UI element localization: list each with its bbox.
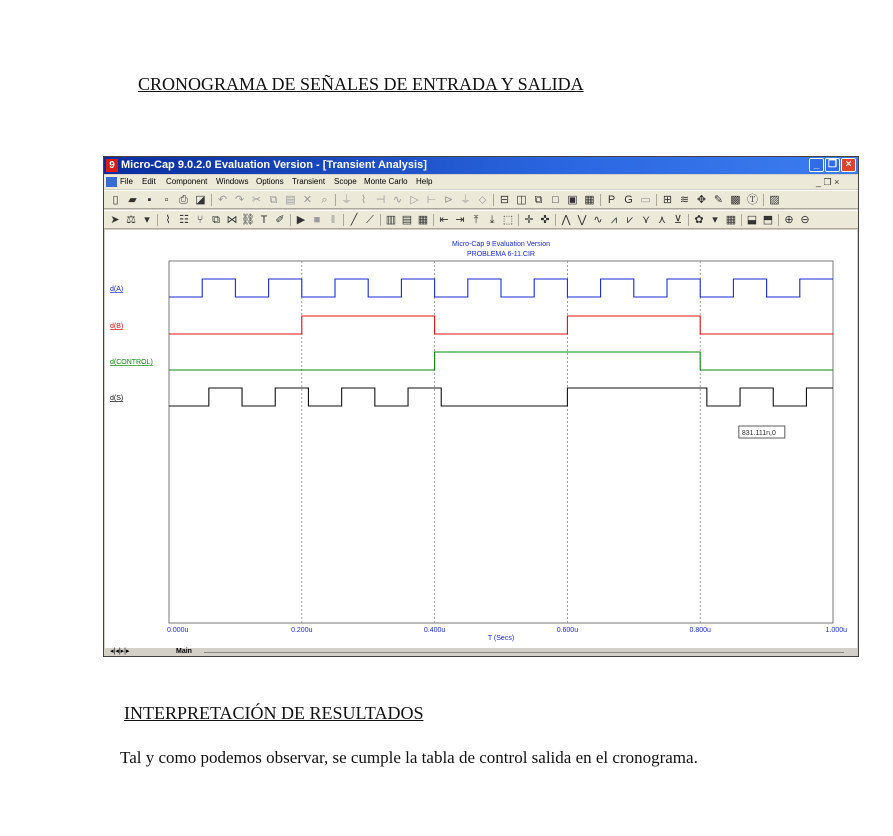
status-bar [104, 648, 858, 656]
label-b-icon[interactable]: ⬒ [762, 214, 774, 226]
cursor-readout-label: 831.111n,0 [741, 430, 776, 437]
minimize-button[interactable]: _ [809, 158, 824, 172]
document-icon[interactable] [106, 177, 117, 187]
diagonal-line-icon[interactable]: ⟋ [366, 214, 374, 226]
tab-main[interactable]: Main [176, 648, 192, 655]
section-heading: INTERPRETACIÓN DE RESULTADOS [124, 703, 424, 723]
menu-options[interactable]: Options [256, 177, 284, 186]
menu-windows[interactable]: Windows [216, 177, 249, 186]
slope-icon[interactable]: ⋀ [561, 214, 571, 226]
wave-d-icon[interactable]: ⋎ [641, 214, 651, 226]
dropdown2-icon[interactable]: ▾ [712, 214, 718, 226]
plot-frame [169, 261, 833, 623]
diode-icon[interactable]: ▷ [410, 194, 419, 206]
toolbar-separator [433, 214, 434, 226]
cursor-right-icon[interactable]: ⇥ [455, 214, 465, 226]
zoom-box-icon[interactable]: ⬚ [502, 214, 514, 226]
title-bar[interactable] [104, 157, 858, 174]
open-file-icon[interactable]: ▰ [128, 194, 137, 206]
cut-icon[interactable]: ✂ [251, 194, 262, 206]
blank-icon[interactable]: ▭ [640, 194, 651, 206]
cursor-left-icon[interactable]: ⇤ [439, 214, 449, 226]
wave-c-icon[interactable]: ⩗ [626, 214, 634, 226]
branch-icon[interactable]: ⑂ [196, 214, 204, 226]
image-icon[interactable]: ▨ [769, 194, 780, 206]
wave-edit-icon[interactable]: ⌇ [165, 214, 171, 226]
wave-icon[interactable]: ≋ [679, 194, 690, 206]
component-icon[interactable]: ⏚ [341, 194, 352, 206]
window-icon[interactable]: □ [552, 194, 559, 206]
scale-icon[interactable]: ⚖ [126, 214, 136, 226]
menu-edit[interactable]: Edit [142, 177, 156, 186]
toolbar-separator [741, 214, 742, 226]
delete-icon[interactable]: ✕ [302, 194, 313, 206]
run-icon[interactable]: ▶ [296, 214, 306, 226]
trace-label: d(S) [110, 395, 124, 402]
wave-a-icon[interactable]: ∿ [593, 214, 603, 226]
redo-icon[interactable]: ↷ [234, 194, 245, 206]
trace-label: d(A) [110, 286, 124, 293]
toolbar-separator [211, 194, 212, 206]
conclusion-paragraph: Tal y como podemos observar, se cumple la tabla de control salida en el cronograma. [120, 748, 698, 767]
line-icon[interactable]: ╱ [350, 214, 358, 226]
probe-g-icon[interactable]: G [624, 194, 633, 206]
toolbar-separator [335, 194, 336, 206]
link-icon[interactable]: ⛓ [241, 214, 255, 226]
toolbar-separator [157, 214, 158, 226]
menu-component[interactable]: Component [166, 177, 208, 186]
zoom-in-icon[interactable]: ⊕ [784, 214, 794, 226]
pin-icon[interactable]: ⬦ [478, 194, 487, 206]
text-icon[interactable]: Ⓣ [747, 194, 758, 206]
toolbar-separator [600, 194, 601, 206]
trace-db [169, 316, 833, 334]
trace-dcontrol [169, 352, 833, 370]
stop-icon[interactable]: ■ [313, 214, 321, 226]
chart-icon[interactable]: ▩ [730, 194, 741, 206]
page-heading: CRONOGRAMA DE SEÑALES DE ENTRADA Y SALIDA [138, 74, 584, 94]
toolbar-separator [518, 214, 519, 226]
bars-icon[interactable]: ▥ [385, 214, 397, 226]
toolbar-separator [656, 194, 657, 206]
calculator-icon[interactable]: ▦ [584, 194, 595, 206]
paste-icon[interactable]: ▤ [285, 194, 296, 206]
toolbar-separator [343, 214, 344, 226]
probe-p-icon[interactable]: P [607, 194, 616, 206]
analysis-toolbar [104, 210, 858, 229]
copy-icon[interactable]: ⧉ [269, 194, 278, 206]
menu-monte-carlo[interactable]: Monte Carlo [364, 177, 408, 186]
x-tick-label: 0.000u [167, 627, 189, 634]
microcap-window [103, 156, 859, 657]
trace-ds [169, 388, 833, 406]
properties-icon[interactable]: ☷ [179, 214, 189, 226]
new-file-icon[interactable]: ▯ [112, 194, 119, 206]
horizontal-scrollbar[interactable] [204, 652, 844, 653]
plot-area[interactable] [105, 230, 857, 648]
grid-icon[interactable]: ⊞ [662, 194, 673, 206]
trace-label: d(CONTROL) [110, 359, 153, 366]
toolbar-separator [493, 194, 494, 206]
label-a-icon[interactable]: ⬓ [746, 214, 758, 226]
print-preview-icon[interactable]: ◪ [195, 194, 206, 206]
window-title: Micro-Cap 9.0.2.0 Evaluation Version - [Transient Analysis] [121, 159, 427, 171]
battery-icon[interactable]: ⊢ [426, 194, 437, 206]
close-button[interactable]: × [841, 158, 856, 172]
zoom-out-icon[interactable]: ⊖ [800, 214, 810, 226]
save-as-icon[interactable]: ▫ [164, 194, 169, 206]
transistor-icon[interactable]: ⊳ [443, 194, 454, 206]
color-icon[interactable]: ✿ [694, 214, 704, 226]
menu-help[interactable]: Help [416, 177, 433, 186]
split-horizontal-icon[interactable]: ⊟ [499, 194, 510, 206]
cursor-valley-icon[interactable]: ⤓ [489, 214, 495, 226]
split-icon[interactable]: ⧉ [212, 214, 220, 226]
wave-b-icon[interactable]: ⩘ [610, 214, 618, 226]
tab-scroll-controls[interactable]: ◂|◂|▸|▸ [110, 648, 130, 655]
find-icon[interactable]: ⌕ [321, 194, 328, 206]
print-icon[interactable]: ⎙ [179, 194, 188, 206]
chart-title: Micro-Cap 9 Evaluation Version [451, 241, 551, 248]
split-vertical-icon[interactable]: ◫ [516, 194, 527, 206]
mdi-controls[interactable]: _ ❐ × [816, 177, 840, 187]
toolbar-separator [555, 214, 556, 226]
menu-file[interactable]: File [120, 177, 133, 186]
resistor-icon[interactable]: ⌇ [360, 194, 367, 206]
table-icon[interactable]: ▦ [725, 214, 737, 226]
component-library-icon[interactable]: ✥ [696, 194, 707, 206]
menu-transient[interactable]: Transient [292, 177, 326, 186]
cursor-peak-icon[interactable]: ⤒ [473, 214, 479, 226]
lines-icon[interactable]: ▤ [401, 214, 413, 226]
restore-button[interactable]: ❐ [825, 158, 840, 172]
x-axis-label: T (Secs) [487, 635, 515, 642]
x-tick-label: 0.600u [556, 627, 579, 634]
trace-da [169, 279, 833, 297]
save-icon[interactable]: ▪ [147, 194, 152, 206]
crosshair-icon[interactable]: ✛ [524, 214, 534, 226]
toolbar-separator [688, 214, 689, 226]
select-arrow-icon[interactable]: ➤ [110, 214, 120, 226]
menu-bar [104, 175, 858, 189]
timing-chart[interactable] [105, 230, 857, 648]
x-tick-label: 0.200u [291, 627, 313, 634]
capacitor-icon[interactable]: ⊣ [375, 194, 386, 206]
chart-subtitle: PROBLEMA 6-11.CIR [467, 251, 535, 258]
toolbar-separator [778, 214, 779, 226]
text-tool-icon[interactable]: T [260, 214, 268, 226]
pause-icon[interactable]: ‖ [330, 214, 336, 226]
main-toolbar [104, 190, 858, 209]
crosshair-alt-icon[interactable]: ✜ [540, 214, 550, 226]
valley-icon[interactable]: ⋁ [577, 214, 587, 226]
x-tick-label: 0.400u [423, 627, 446, 634]
tile-icon[interactable]: ▣ [567, 194, 578, 206]
x-tick-label: 0.800u [689, 627, 711, 634]
app-icon[interactable]: 9 [106, 159, 118, 172]
connect-icon[interactable]: ⋈ [226, 214, 238, 226]
x-tick-label: 1.000u [825, 627, 847, 634]
edit-icon[interactable]: ✐ [275, 214, 285, 226]
undo-icon[interactable]: ↶ [217, 194, 228, 206]
inductor-icon[interactable]: ∿ [392, 194, 403, 206]
toolbar-separator [290, 214, 291, 226]
grid-table-icon[interactable]: ▦ [417, 214, 429, 226]
pen-icon[interactable]: ✎ [713, 194, 724, 206]
toolbar-separator [380, 214, 381, 226]
dropdown-icon[interactable]: ▾ [144, 214, 150, 226]
menu-scope[interactable]: Scope [334, 177, 357, 186]
wave-f-icon[interactable]: ⊻ [673, 214, 683, 226]
ground-icon[interactable]: ⏚ [460, 194, 471, 206]
trace-label: d(B) [110, 323, 124, 330]
cascade-icon[interactable]: ⧉ [534, 194, 543, 206]
toolbar-separator [763, 194, 764, 206]
wave-e-icon[interactable]: ⋏ [657, 214, 667, 226]
